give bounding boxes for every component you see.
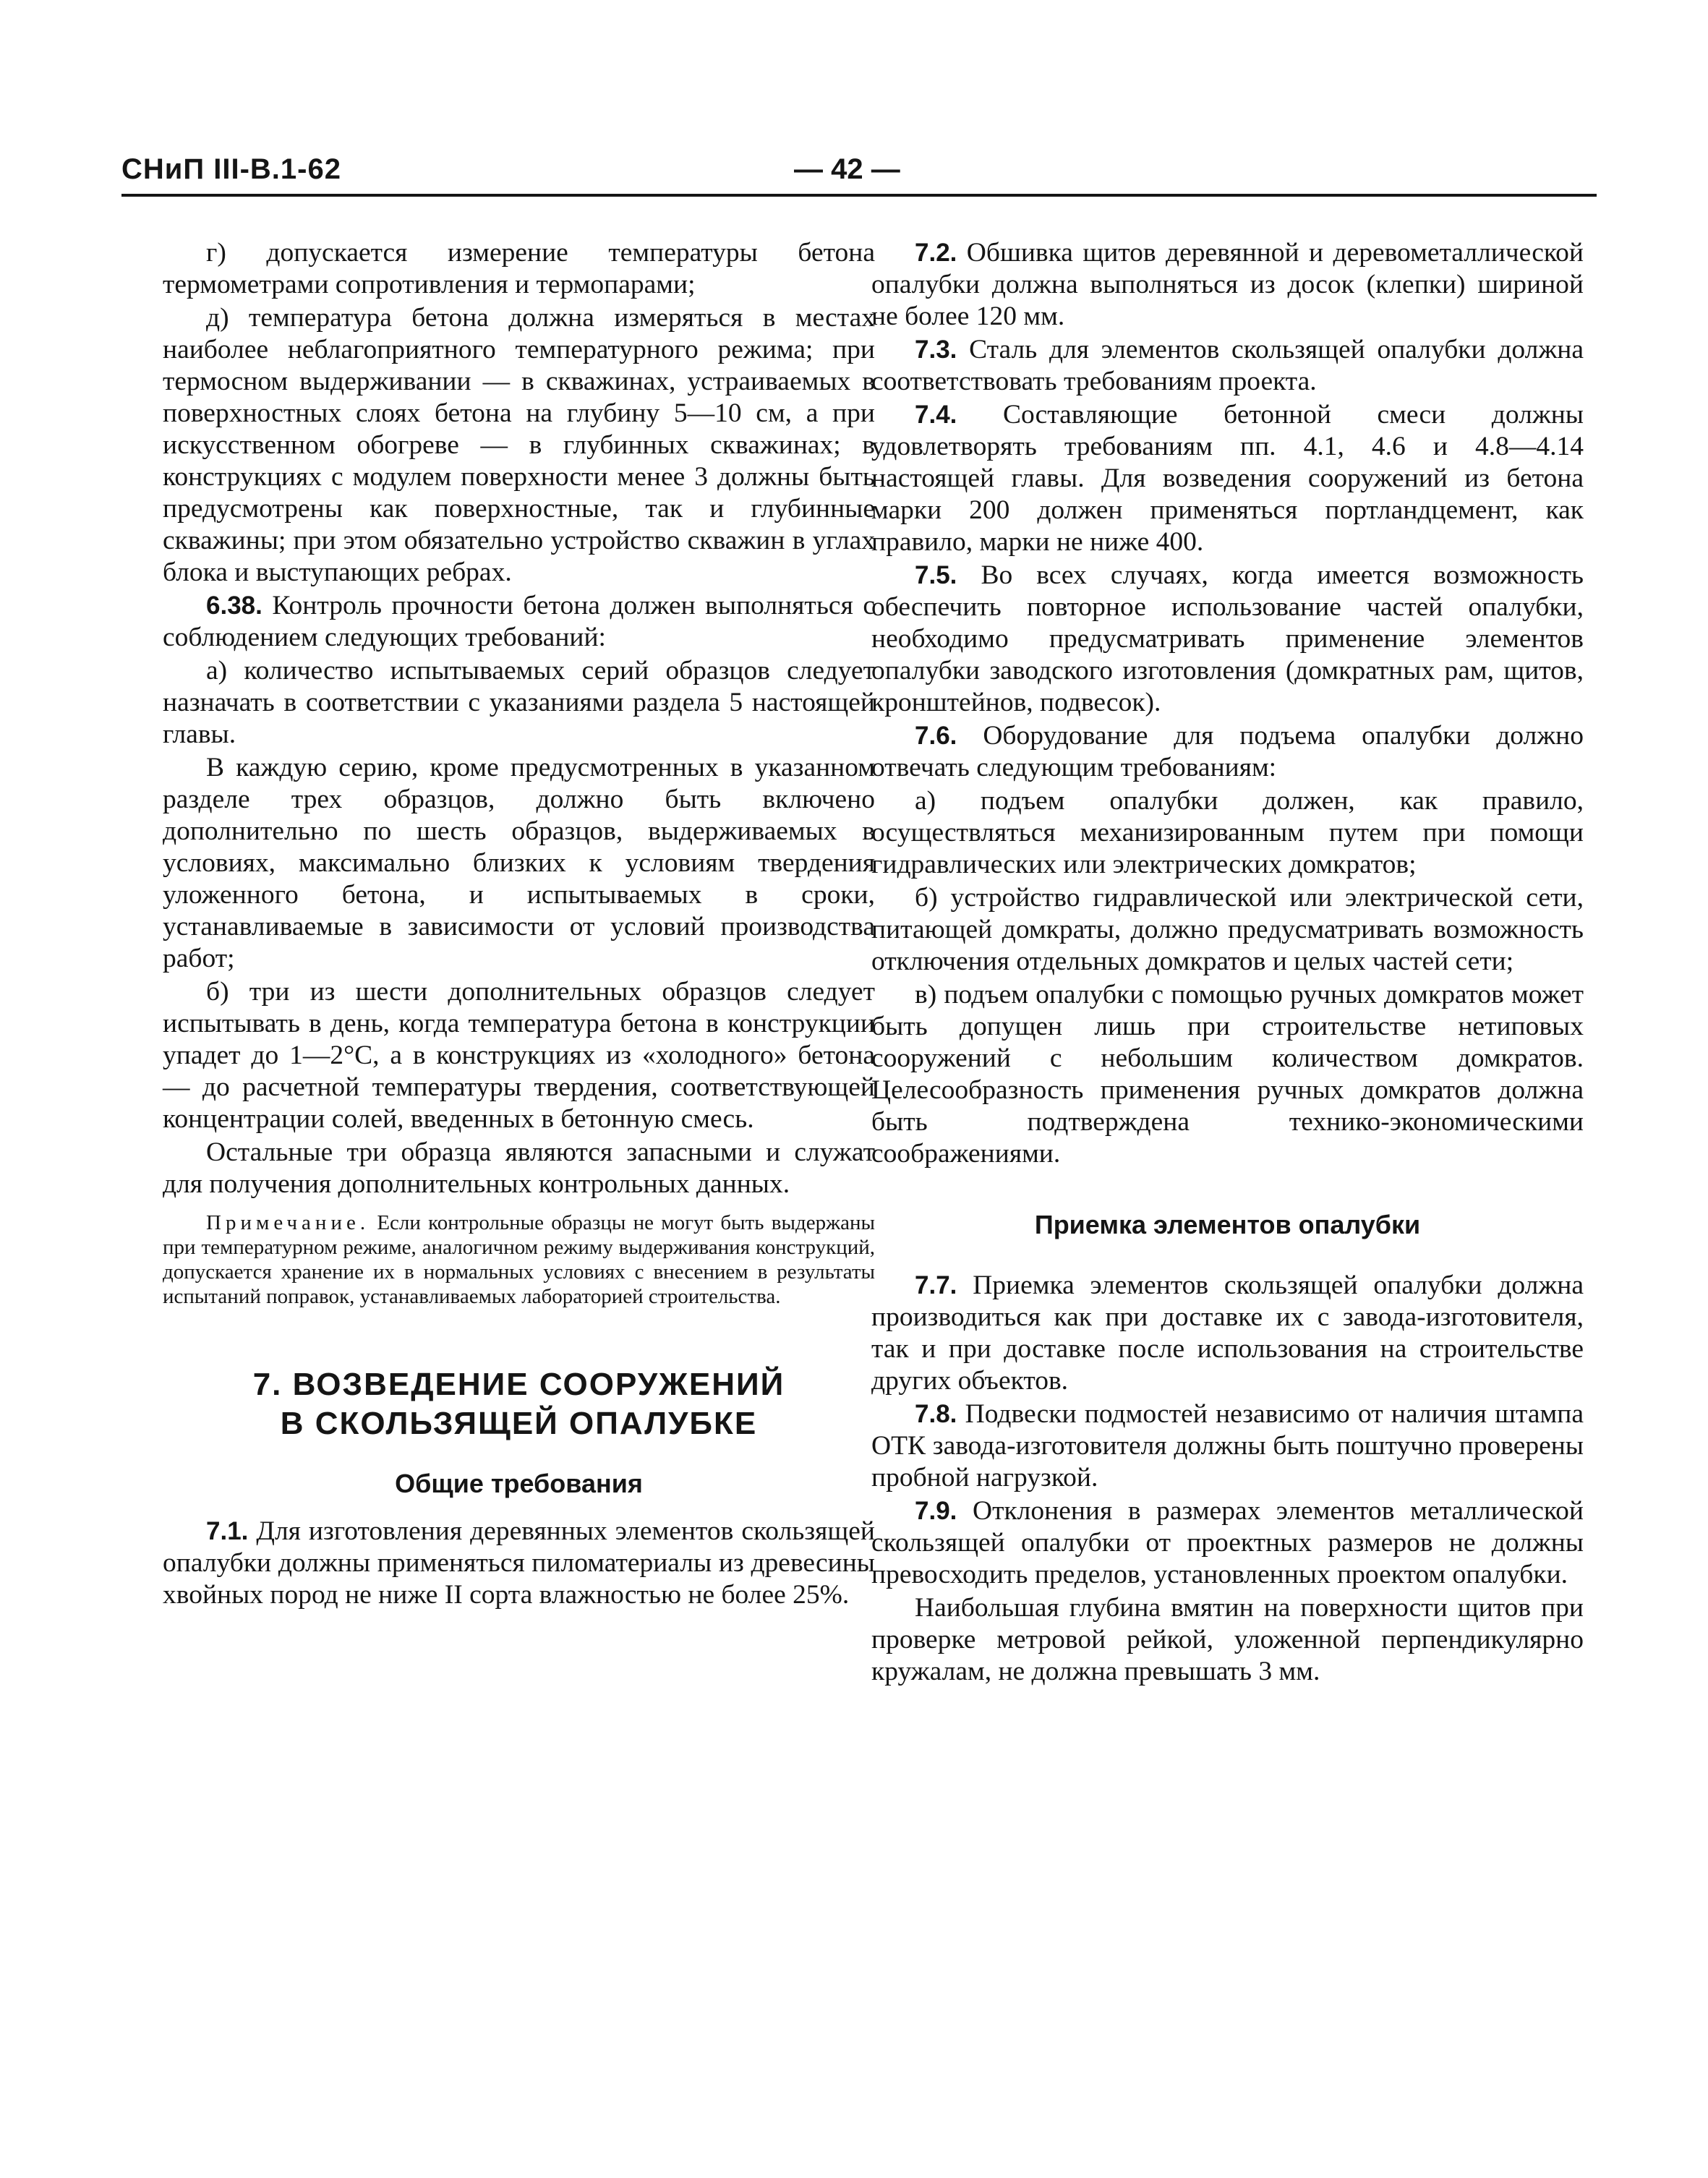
- page-number: — 42 —: [794, 153, 900, 185]
- section-text: Обшивка щитов деревянной и деревометаллической опалубки должна выполняться из досок (клепки) шириной не более 120 мм.: [871, 238, 1584, 331]
- section-number: 7.6.: [915, 722, 957, 750]
- chapter-title: [163, 1365, 875, 1443]
- item-b-testing-day: б) три из шести дополнительных образцов следует испытывать в день, когда температура бетона в конструкции упадет до 1—2°С, а в конструкциях из «холодного» бетона — до расчетной температуры твердения, соответствующей концентрации солей, введенных в бетонную смесь.: [163, 977, 875, 1134]
- note: [163, 1210, 875, 1309]
- subheading-acceptance: Приемка элементов опалубки: [1034, 1210, 1421, 1239]
- paragraph-dent-depth: Наибольшая глубина вмятин на поверхности щитов при проверке метровой рейкой, уложенной перпендикулярно кружалам, не должна превышать 3 мм.: [871, 1593, 1584, 1686]
- chapter-title-line2: В СКОЛЬЗЯЩЕЙ ОПАЛУБКЕ: [280, 1406, 758, 1441]
- paragraph-reserve-samples: Остальные три образца являются запасными и служат для получения дополнительных контрольных данных.: [163, 1137, 875, 1199]
- section-text: Сталь для элементов скользящей опалубки должна соответствовать требованиям проекта.: [871, 335, 1584, 396]
- section-7-8: [871, 1398, 1584, 1494]
- item-a-series-count: а) количество испытываемых серий образцов следует назначать в соответствии с указаниями раздела 5 настоящей главы.: [163, 656, 875, 749]
- left-column: [163, 237, 875, 1611]
- section-number: 7.9.: [915, 1497, 957, 1525]
- section-7-3: [871, 334, 1584, 398]
- section-7-7: [871, 1270, 1584, 1397]
- paragraph-series: В каждую серию, кроме предусмотренных в указанном разделе трех образцов, должно быть включено дополнительно по шесть образцов, выдерживаемых в условиях, максимально близких к условиям твердения уложенного бетона, и испытываемых в сроки, устанавливаемые в зависимости от условий производства работ;: [163, 753, 875, 973]
- section-number: 7.3.: [915, 336, 957, 364]
- section-text: Отклонения в размерах элементов металлической скользящей опалубки от проектных размеров не должны превосходить пределов, установленных проектом опалубки.: [871, 1496, 1584, 1589]
- section-number: 7.7.: [915, 1271, 957, 1299]
- note-label: Примечание.: [206, 1211, 370, 1234]
- section-7-9: [871, 1495, 1584, 1591]
- chapter-title-line1: 7. ВОЗВЕДЕНИЕ СООРУЖЕНИЙ: [252, 1367, 785, 1402]
- section-number: 7.4.: [915, 401, 957, 429]
- item-b-network: б) устройство гидравлической или электрической сети, питающей домкраты, должно предусматривать возможность отключения отдельных домкратов и целых частей сети;: [871, 883, 1584, 976]
- section-7-6: [871, 720, 1584, 784]
- section-number: 6.38.: [206, 592, 262, 620]
- section-text: Контроль прочности бетона должен выполняться с соблюдением следующих требований:: [163, 591, 875, 652]
- section-text: Для изготовления деревянных элементов скользящей опалубки должны применяться пиломатериалы из древесины хвойных пород не ниже II сорта влажностью не более 25%.: [163, 1516, 875, 1610]
- section-number: 7.2.: [915, 239, 957, 267]
- section-7-5: [871, 560, 1584, 719]
- section-number: 7.8.: [915, 1400, 957, 1428]
- section-7-2: [871, 237, 1584, 333]
- section-number: 7.5.: [915, 561, 957, 589]
- page-header: [121, 153, 1597, 197]
- document-code: СНиП III-В.1-62: [121, 153, 341, 185]
- item-d-temperature-location: д) температура бетона должна измеряться в местах наиболее неблагоприятного температурного режима; при термосном выдерживании — в скважинах, устраиваемых в поверхностных слоях бетона на глубину 5—10 см, а при искусственном обогреве — в глубинных скважинах; в конструкциях с модулем поверхности менее 3 должны быть предусмотрены как поверхностные, так и глубинные скважины; при этом обязательно устройство скважин в углах блока и выступающих ребрах.: [163, 303, 875, 587]
- section-number: 7.1.: [206, 1517, 249, 1545]
- right-column: [871, 237, 1584, 1688]
- section-text: Приемка элементов скользящей опалубки должна производиться как при доставке их с завода-изготовителя, так и при доставке после использования на строительстве других объектов.: [871, 1270, 1584, 1396]
- section-text: Подвески подмостей независимо от наличия штампа ОТК завода-изготовителя должны быть поштучно проверены пробной нагрузкой.: [871, 1399, 1584, 1492]
- item-g-temperature-measurement: г) допускается измерение температуры бетона термометрами сопротивления и термопарами;: [163, 238, 875, 299]
- section-6-38: [163, 590, 875, 654]
- section-7-4: [871, 399, 1584, 558]
- subheading-general-requirements: Общие требования: [395, 1469, 643, 1498]
- section-text: Оборудование для подъема опалубки должно отвечать следующим требованиям:: [871, 721, 1584, 782]
- section-text: Составляющие бетонной смеси должны удовлетворять требованиям пп. 4.1, 4.6 и 4.8—4.14 настоящей главы. Для возведения сооружений из бетона марки 200 должен применяться портландцемент, как правило, марки не ниже 400.: [871, 400, 1584, 557]
- item-v-manual-jacks: в) подъем опалубки с помощью ручных домкратов может быть допущен лишь при строительстве нетиповых сооружений с небольшим количеством домкратов. Целесообразность применения ручных домкратов должна быть подтверждена технико-экономическими соображениями.: [871, 980, 1584, 1169]
- section-7-1: [163, 1516, 875, 1611]
- section-text: Во всех случаях, когда имеется возможность обеспечить повторное использование частей опалубки, необходимо предусматривать применение элементов опалубки заводского изготовления (домкратных рам, щитов, кронштейнов, подвесок).: [871, 560, 1584, 717]
- note-text: Если контрольные образцы не могут быть выдержаны при температурном режиме, аналогичном режиму выдерживания конструкций, допускается хранение их в нормальных условиях с внесением в результаты испытаний поправок, устанавливаемых лабораторией строительства.: [163, 1211, 875, 1308]
- header-divider: [121, 194, 1597, 197]
- item-a-mechanized-lifting: а) подъем опалубки должен, как правило, осуществляться механизированным путем при помощи гидравлических или электрических домкратов;: [871, 786, 1584, 879]
